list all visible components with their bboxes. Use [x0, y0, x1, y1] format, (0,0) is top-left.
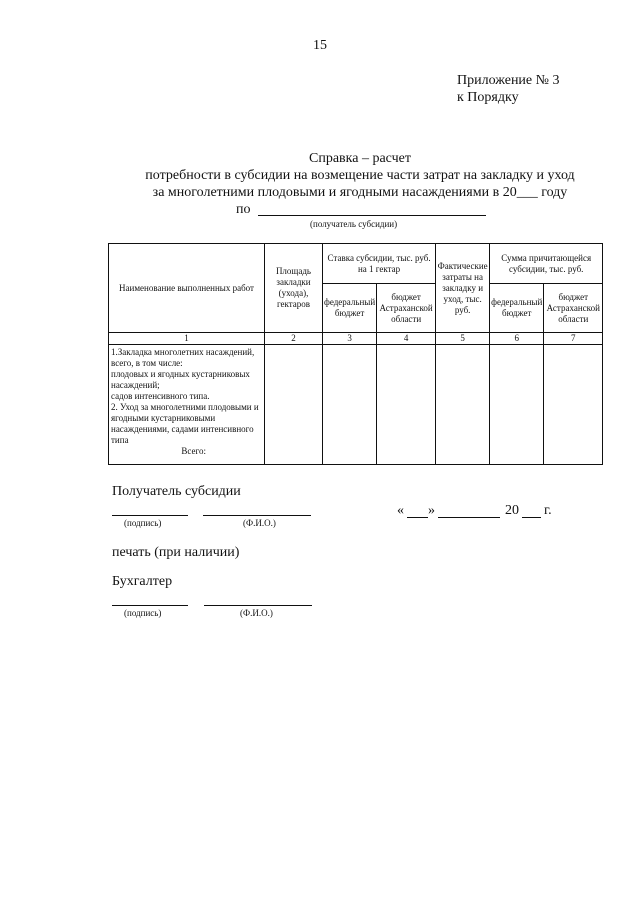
recipient-signature-title: Получатель субсидии [112, 484, 241, 499]
header-fact: Фактические затраты на закладку и уход, тыс. руб. [436, 244, 490, 333]
col-number-4: 4 [377, 333, 436, 345]
sub-federal-rate: федеральный бюджет [323, 284, 377, 333]
work-row-1: 1.Закладка многолетних насаждений, всего, в том числе: [111, 347, 255, 368]
col-number-1: 1 [109, 333, 265, 345]
cell-sum-regional [544, 345, 603, 465]
col-number-7: 7 [544, 333, 603, 345]
col-number-2: 2 [265, 333, 323, 345]
title-line2: потребности в субсидии на возмещение части затрат на закладку и уход [145, 168, 575, 183]
appendix-line1: Приложение № 3 [457, 73, 560, 88]
header-name: Наименование выполненных работ [109, 244, 265, 333]
recipient-signature-caption: (подпись) [124, 518, 162, 528]
sub-regional-sum: бюджет Астраханской области [544, 284, 603, 333]
document-title [60, 150, 640, 201]
date-year-line [522, 517, 541, 518]
appendix-line2: к Порядку [457, 90, 519, 105]
title-line3: за многолетними плодовыми и ягодными насаждениями в 20___ году [152, 185, 568, 200]
work-row-4: 2. Уход за многолетними плодовыми и ягодными кустарниковыми насаждениями, садами интенсивного типа [111, 402, 259, 445]
recipient-prefix: по [236, 202, 251, 217]
title-line1: Справка – расчет [309, 151, 411, 166]
date-open-quote: « [397, 503, 404, 518]
date-day-line [407, 517, 428, 518]
date-month-line [438, 517, 500, 518]
work-row-2: плодовых и ягодных кустарниковых насаждений; [111, 369, 250, 390]
recipient-blank-line [258, 215, 486, 216]
col-number-6: 6 [490, 333, 544, 345]
accountant-title: Бухгалтер [112, 574, 173, 589]
accountant-name-line [204, 605, 312, 606]
accountant-name-caption: (Ф.И.О.) [240, 608, 273, 618]
recipient-caption: (получатель субсидии) [310, 219, 398, 229]
cell-rate-regional [377, 345, 436, 465]
stamp-label: печать (при наличии) [112, 545, 240, 560]
date-close-quote: » [428, 503, 435, 518]
cell-area [265, 345, 323, 465]
col-number-3: 3 [323, 333, 377, 345]
accountant-signature-caption: (подпись) [124, 608, 162, 618]
sub-regional-rate: бюджет Астраханской области [377, 284, 436, 333]
header-sum: Сумма причитающейся субсидии, тыс. руб. [490, 244, 603, 284]
date-year-suffix: г. [544, 503, 552, 518]
work-row-3: садов интенсивного типа. [111, 391, 210, 401]
appendix-header [457, 72, 560, 106]
cell-sum-federal [490, 345, 544, 465]
cell-fact [436, 345, 490, 465]
sub-federal-sum: федеральный бюджет [490, 284, 544, 333]
recipient-signature-line [112, 515, 188, 516]
header-rate: Ставка субсидии, тыс. руб. на 1 гектар [323, 244, 436, 284]
total-label: Всего: [181, 446, 206, 456]
subsidy-table [108, 243, 603, 465]
page-number: 15 [313, 38, 327, 53]
header-area: Площадь закладки (ухода), гектаров [265, 244, 323, 333]
col-number-5: 5 [436, 333, 490, 345]
recipient-name-caption: (Ф.И.О.) [243, 518, 276, 528]
accountant-signature-line [112, 605, 188, 606]
recipient-name-line [203, 515, 311, 516]
work-list [109, 345, 265, 465]
cell-rate-federal [323, 345, 377, 465]
date-year-prefix: 20 [505, 503, 519, 518]
